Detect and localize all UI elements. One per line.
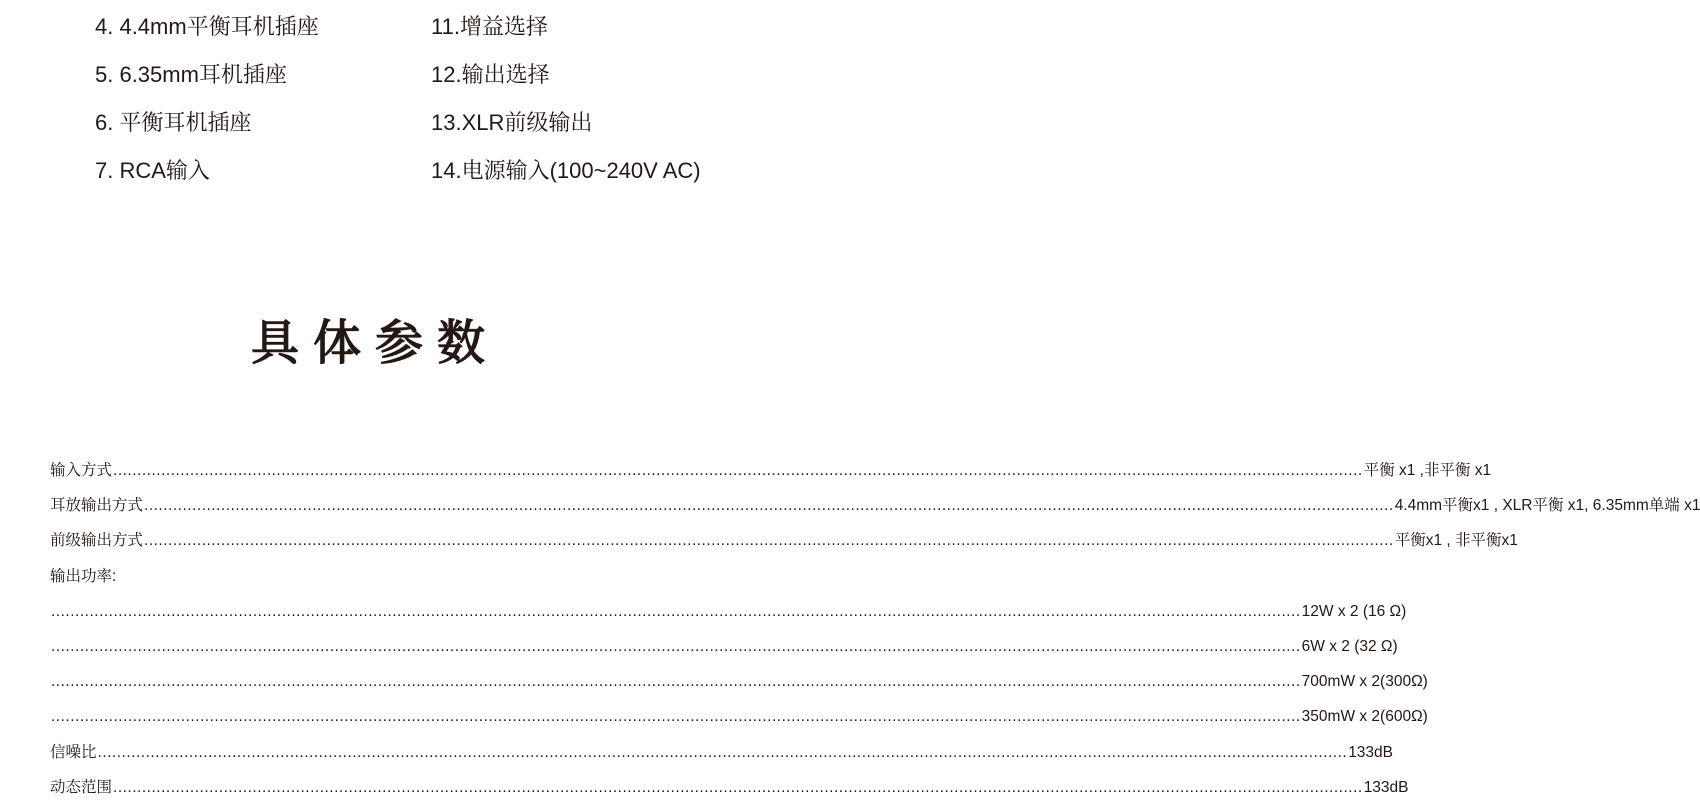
dot-leader: .................................................................................................................................................................................................................................................................... (113, 462, 1363, 479)
spec-value: 4.4mm平衡x1 , XLR平衡 x1, 6.35mm单端 x1 (1394, 497, 1700, 515)
spec-row-output-power-heading (50, 559, 701, 594)
spec-value: 133dB (1348, 743, 1394, 761)
spec-row-power-32ohm (50, 629, 1398, 664)
spec-value: 700mW x 2(300Ω) (1301, 673, 1428, 691)
spec-value: 平衡 x1 ,非平衡 x1 (1363, 462, 1492, 479)
spec-row-power-16ohm (50, 594, 1407, 629)
connector-item-7: 7. RCA输入 (95, 158, 210, 183)
spec-row-dynamic-range (50, 770, 1409, 805)
spec-value: 6W x 2 (32 Ω) (1301, 637, 1398, 655)
dot-leader: .................................................................................................................................................................................................................................................................... (144, 532, 1394, 550)
dot-leader: .................................................................................................................................................................................................................................................................... (51, 637, 1301, 655)
dot-leader: .................................................................................................................................................................................................................................................................... (113, 778, 1363, 796)
dot-leader: .................................................................................................................................................................................................................................................................... (97, 743, 1348, 761)
spec-value: 350mW x 2(600Ω) (1301, 708, 1428, 726)
connector-item-11: 11.增益选择 (431, 14, 548, 39)
spec-label: 信噪比 (50, 743, 97, 761)
dot-leader: .................................................................................................................................................................................................................................................................... (51, 673, 1301, 691)
spec-row-input (50, 453, 1492, 488)
spec-row-snr (50, 735, 1394, 770)
spec-label: 耳放输出方式 (50, 497, 144, 515)
connector-item-12: 12.输出选择 (431, 62, 550, 87)
section-title: 具体参数 (250, 317, 499, 370)
spec-label: 动态范围 (50, 778, 113, 796)
spec-value: 133dB (1363, 778, 1409, 796)
spec-label: 输入方式 (50, 462, 113, 479)
connector-item-5: 5. 6.35mm耳机插座 (95, 62, 287, 87)
spec-row-power-300ohm (50, 664, 1428, 699)
dot-leader: .................................................................................................................................................................................................................................................................... (51, 708, 1301, 726)
spec-value: 平衡x1 , 非平衡x1 (1394, 532, 1518, 550)
dot-leader: .................................................................................................................................................................................................................................................................... (51, 602, 1301, 620)
spec-label: 输出功率: (50, 567, 117, 585)
spec-label: 前级输出方式 (50, 532, 144, 550)
connector-item-6: 6. 平衡耳机插座 (95, 110, 252, 135)
connector-item-13: 13.XLR前级输出 (431, 110, 593, 135)
dot-leader: .................................................................................................................................................................................................................................................................... (144, 497, 1394, 515)
connector-item-4: 4. 4.4mm平衡耳机插座 (95, 14, 319, 39)
spec-table (50, 453, 1700, 805)
spec-row-power-600ohm (50, 699, 1428, 734)
connector-item-14: 14.电源输入(100~240V AC) (431, 158, 701, 183)
spec-value: 12W x 2 (16 Ω) (1301, 602, 1407, 620)
spec-row-preamp-output (50, 523, 1518, 558)
spec-row-headphone-output (50, 488, 1700, 523)
